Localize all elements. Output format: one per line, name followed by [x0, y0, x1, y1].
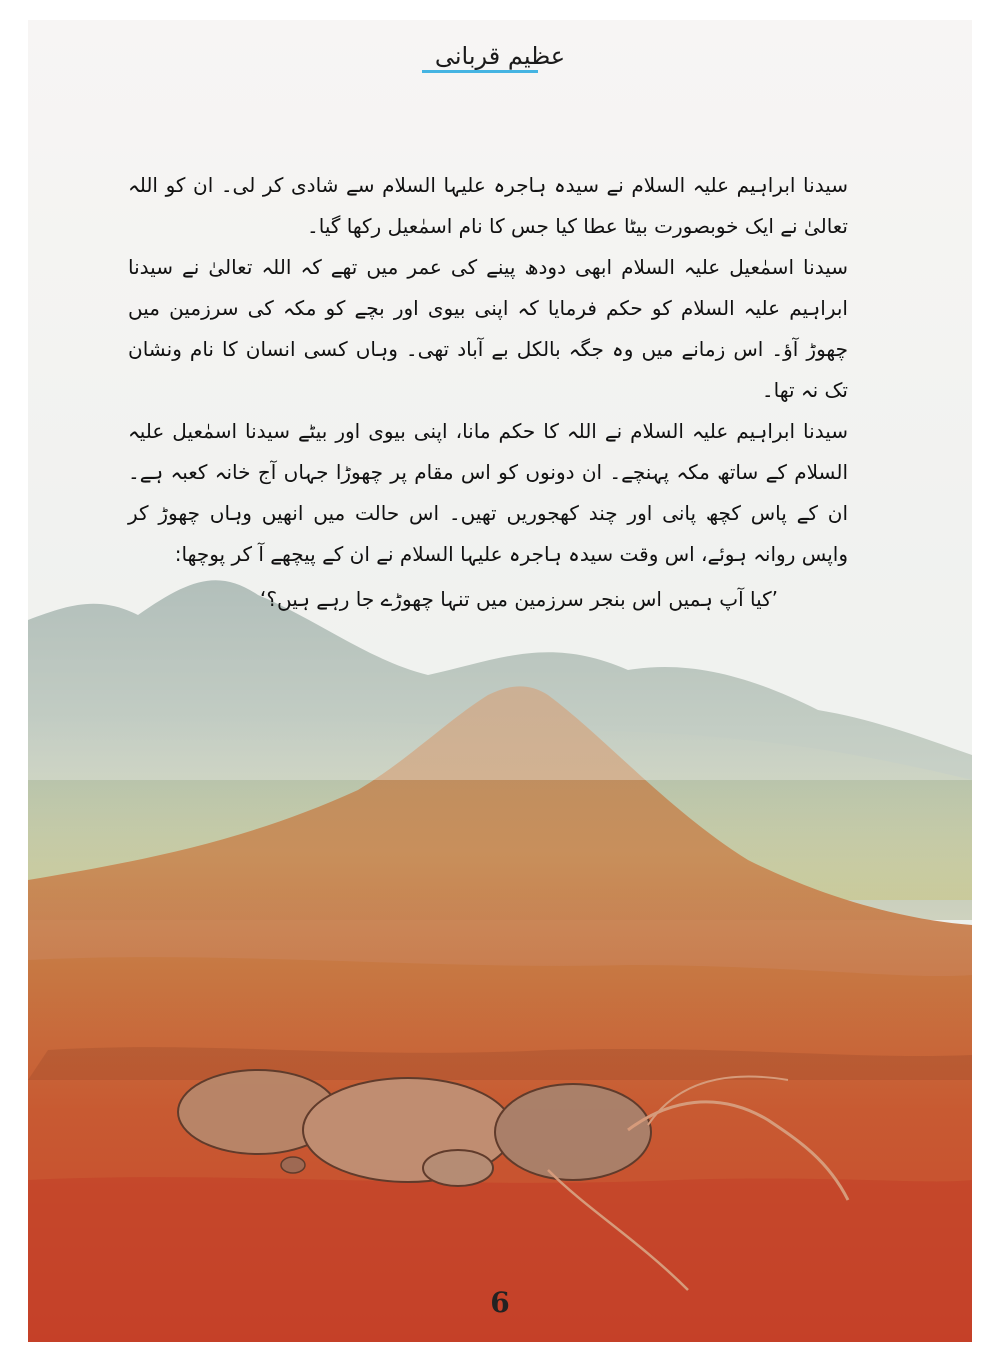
book-page	[28, 20, 972, 1342]
chapter-title: عظیم قربانی	[434, 42, 566, 70]
paragraph-2: سیدنا اسمٰعیل علیہ السلام ابھی دودھ پینے کی عمر میں تھے کہ اللہ تعالیٰ نے سیدنا ابراہیم علیہ السلام کو حکم فرمایا کہ اپنی بیوی اور بچے کو مکہ کی سرزمین میں چھوڑ آؤ۔ اس زمانے میں وہ جگہ بالکل بے آباد تھی۔ وہاں کسی انسان کا نام ونشان تک نہ تھا۔	[128, 255, 848, 402]
header-underline	[422, 70, 538, 73]
story-text	[128, 165, 848, 620]
quote-line: ’کیا آپ ہمیں اس بنجر سرزمین میں تنہا چھوڑے جا رہے ہیں؟‘	[260, 587, 778, 611]
paragraph-1: سیدنا ابراہیم علیہ السلام نے سیدہ ہاجرہ علیہا السلام سے شادی کر لی۔ ان کو اللہ تعالیٰ نے ایک خوبصورت بیٹا عطا کیا جس کا نام اسمٰعیل رکھا گیا۔	[128, 173, 848, 238]
page-number: 6	[490, 1286, 510, 1319]
paragraph-3: سیدنا ابراہیم علیہ السلام نے اللہ کا حکم مانا، اپنی بیوی اور بیٹے سیدنا اسمٰعیل علیہ السلام کے ساتھ مکہ پہنچے۔ ان دونوں کو اس مقام پر چھوڑا جہاں آج خانہ کعبہ ہے۔ ان کے پاس کچھ پانی اور چند کھجوریں تھیں۔ اس حالت میں انھیں وہاں چھوڑ کر واپس روانہ ہوئے، اس وقت سیدہ ہاجرہ علیہا السلام نے ان کے پیچھے آ کر پوچھا:	[128, 419, 848, 566]
